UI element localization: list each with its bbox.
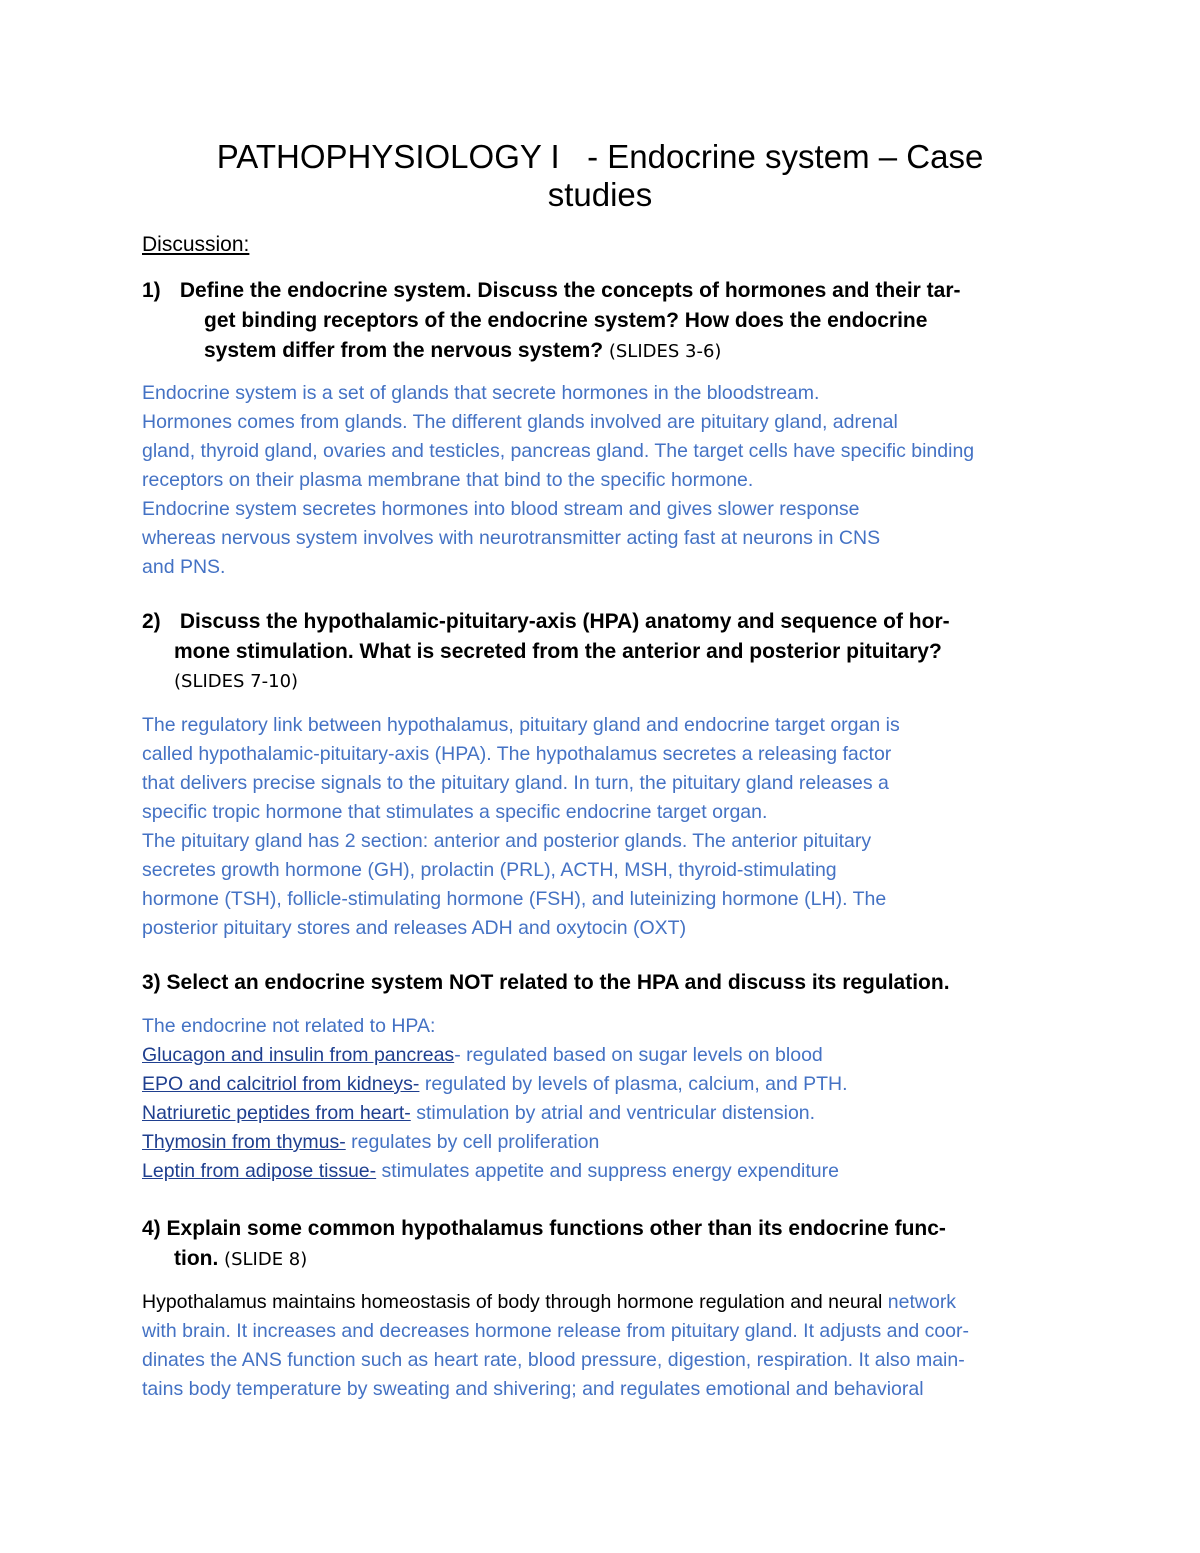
answer-1-line: whereas nervous system involves with neurotransmitter acting fast at neurons in CNS: [142, 527, 881, 549]
answer-3-item-source: Leptin from adipose tissue-: [142, 1160, 377, 1182]
question-4-line-1: 4) Explain some common hypothalamus functions other than its endocrine func-: [142, 1217, 946, 1240]
answer-3: [142, 1012, 1072, 1186]
answer-4-line: [142, 1288, 1072, 1317]
question-1: [142, 276, 1062, 367]
question-2: [142, 607, 1062, 697]
answer-3-item: [142, 1128, 1072, 1157]
answer-1-line: and PNS.: [142, 556, 226, 578]
question-3-text: 3) Select an endocrine system NOT related to the HPA and discuss its regulation.: [142, 971, 950, 994]
question-4-line-2: tion.: [174, 1247, 219, 1270]
answer-2-line: The pituitary gland has 2 section: anterior and posterior glands. The anterior pituitary: [142, 830, 872, 852]
answer-3-item-rest: regulated by levels of plasma, calcium, and PTH.: [419, 1073, 848, 1095]
question-1-slides: (SLIDES 3-6): [603, 341, 722, 362]
answer-4-line-1-blue: network: [887, 1291, 957, 1313]
answer-2-line: posterior pituitary stores and releases ADH and oxytocin (OXT): [142, 917, 687, 939]
title-line-1: PATHOPHYSIOLOGY I - Endocrine system – Case: [216, 138, 984, 175]
question-1-number: 1): [142, 279, 161, 302]
answer-1-line: Hormones comes from glands. The different glands involved are pituitary gland, adrenal: [142, 411, 898, 433]
answer-1-line: Endocrine system secretes hormones into blood stream and gives slower response: [142, 498, 860, 520]
discussion-label: Discussion:: [142, 233, 250, 256]
answer-3-intro: The endocrine not related to HPA:: [142, 1015, 436, 1037]
answer-1: [142, 379, 1072, 582]
answer-3-item-source: Thymosin from thymus-: [142, 1131, 346, 1153]
answer-2: [142, 711, 1072, 943]
question-1-line-2: get binding receptors of the endocrine system? How does the endocrine: [204, 309, 928, 332]
answer-1-line: Endocrine system is a set of glands that secrete hormones in the bloodstream.: [142, 382, 820, 404]
answer-3-item-rest: stimulation by atrial and ventricular distension.: [410, 1102, 816, 1124]
question-1-line-1: Define the endocrine system. Discuss the concepts of hormones and their tar-: [179, 279, 961, 302]
answer-2-line: The regulatory link between hypothalamus, pituitary gland and endocrine target organ is: [142, 714, 900, 736]
answer-3-item-source: Natriuretic peptides from heart-: [142, 1102, 411, 1124]
question-2-slides: (SLIDES 7-10): [174, 671, 299, 692]
answer-3-item: [142, 1099, 1072, 1128]
answer-2-line: that delivers precise signals to the pituitary gland. In turn, the pituitary gland releases a: [142, 772, 889, 794]
answer-3-item: [142, 1157, 1072, 1186]
answer-3-item-source: Glucagon and insulin from pancreas: [142, 1044, 455, 1066]
answer-4-line: with brain. It increases and decreases hormone release from pituitary gland. It adjusts and coor-: [142, 1320, 970, 1342]
question-3: [142, 968, 1062, 998]
answer-3-item-rest: - regulated based on sugar levels on blood: [454, 1044, 823, 1066]
question-2-line-2: mone stimulation. What is secreted from the anterior and posterior pituitary?: [174, 640, 942, 663]
answer-3-item: [142, 1041, 1072, 1070]
title-line-2: studies: [547, 176, 653, 213]
answer-1-line: gland, thyroid gland, ovaries and testicles, pancreas gland. The target cells have specific binding: [142, 440, 975, 462]
answer-3-item-rest: regulates by cell proliferation: [345, 1131, 600, 1153]
answer-2-line: secretes growth hormone (GH), prolactin (PRL), ACTH, MSH, thyroid-stimulating: [142, 859, 837, 881]
answer-3-item: [142, 1070, 1072, 1099]
question-4: [142, 1214, 1062, 1275]
question-1-line-3: system differ from the nervous system?: [204, 339, 604, 362]
answer-1-line: receptors on their plasma membrane that bind to the specific hormone.: [142, 469, 754, 491]
answer-2-line: specific tropic hormone that stimulates a specific endocrine target organ.: [142, 801, 768, 823]
answer-4: [142, 1288, 1072, 1404]
question-2-line-1: Discuss the hypothalamic-pituitary-axis (HPA) anatomy and sequence of hor-: [179, 610, 950, 633]
answer-2-line: called hypothalamic-pituitary-axis (HPA). The hypothalamus secretes a releasing factor: [142, 743, 892, 765]
document-title: [100, 138, 1100, 214]
answer-4-line: dinates the ANS function such as heart rate, blood pressure, digestion, respiration. It also main-: [142, 1349, 965, 1371]
answer-2-line: hormone (TSH), follicle-stimulating hormone (FSH), and luteinizing hormone (LH). The: [142, 888, 887, 910]
answer-4-line-1-black: Hypothalamus maintains homeostasis of body through hormone regulation and neural: [142, 1291, 888, 1313]
answer-3-item-source: EPO and calcitriol from kidneys-: [142, 1073, 420, 1095]
answer-4-line: tains body temperature by sweating and shivering; and regulates emotional and behavioral: [142, 1378, 924, 1400]
question-4-slides: (SLIDE 8): [218, 1249, 308, 1270]
answer-3-item-rest: stimulates appetite and suppress energy expenditure: [376, 1160, 839, 1182]
question-2-number: 2): [142, 610, 161, 633]
